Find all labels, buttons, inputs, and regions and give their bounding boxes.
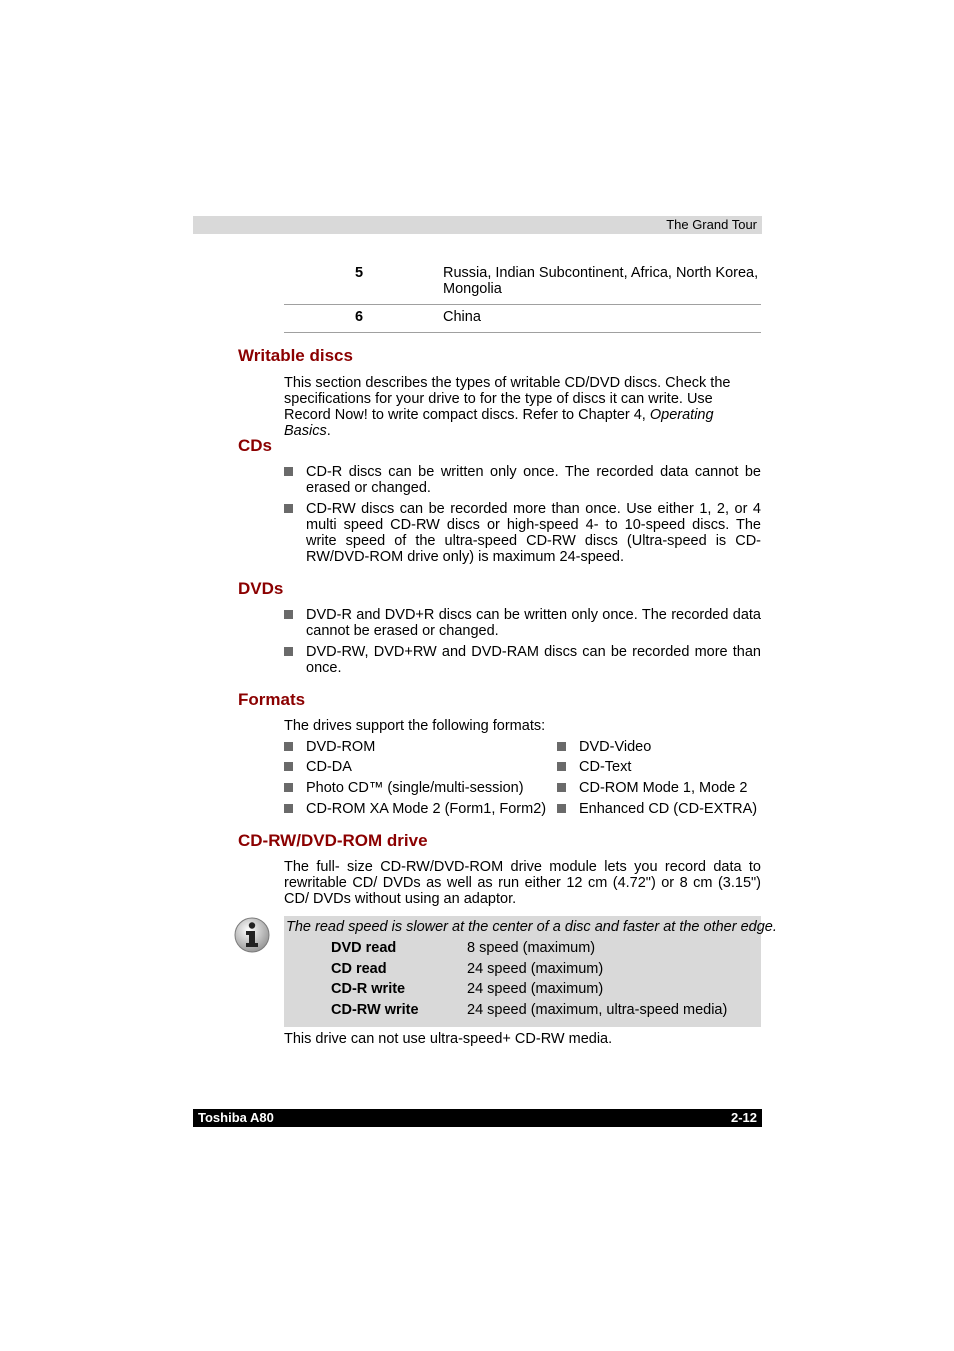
heading-formats: Formats <box>238 690 306 709</box>
list-item: Enhanced CD (CD-EXTRA) <box>557 801 757 817</box>
region-text: Russia, Indian Subcontinent, Africa, North Korea, Mongolia <box>443 265 759 297</box>
info-icon <box>233 916 271 954</box>
bullet-square-icon <box>284 804 293 813</box>
bullet-square-icon <box>557 762 566 771</box>
list-item: DVD-R and DVD+R discs can be written only once. The recorded data cannot be erased or changed. <box>284 607 761 639</box>
bullet-square-icon <box>284 467 293 476</box>
footer-bar <box>193 1109 762 1127</box>
footer-product: Toshiba A80 <box>198 1110 274 1125</box>
list-item: CD-ROM XA Mode 2 (Form1, Form2) <box>284 801 546 817</box>
table-row <box>284 305 761 333</box>
region-code: 5 <box>354 265 364 281</box>
heading-cds: CDs <box>238 436 273 455</box>
formats-intro: The drives support the following formats: <box>284 718 546 734</box>
after-note-paragraph: This drive can not use ultra-speed+ CD-RW media. <box>284 1031 613 1047</box>
writable-paragraph: This section describes the types of writable CD/DVD discs. Check the specifications for your drive to for the type of discs it can write. Use Record Now! to write compact discs. Refer to Chapter 4, Operating Basics. <box>284 375 731 439</box>
region-text: China <box>443 309 481 325</box>
bullet-square-icon <box>557 783 566 792</box>
bullet-square-icon <box>557 804 566 813</box>
list-item: DVD-Video <box>557 739 651 755</box>
region-table <box>284 257 761 333</box>
heading-drive: CD-RW/DVD-ROM drive <box>238 831 428 850</box>
header-title: The Grand Tour <box>666 217 757 232</box>
bullet-square-icon <box>284 742 293 751</box>
list-item: CD-Text <box>557 759 631 775</box>
list-item: CD-DA <box>284 759 352 775</box>
bullet-square-icon <box>284 504 293 513</box>
note-box: The read speed is slower at the center of a disc and faster at the other edge. DVD read 8 speed (maximum) CD read 24 speed (maximum) CD-R write 24 speed (maximum) CD-RW write 24 speed (maximum, ultra-speed media) <box>284 916 761 1027</box>
list-item: CD-ROM Mode 1, Mode 2 <box>557 780 747 796</box>
page-number: 2-12 <box>730 1110 757 1125</box>
note-intro: The read speed is slower at the center of a disc and faster at the other edge. <box>286 919 777 935</box>
list-item: CD-R discs can be written only once. The recorded data cannot be erased or changed. <box>284 464 761 496</box>
bullet-square-icon <box>557 742 566 751</box>
bullet-square-icon <box>284 783 293 792</box>
list-item: CD-RW discs can be recorded more than once. Use either 1, 2, or 4 multi speed CD-RW discs or high-speed 4- to 10-speed discs. The write speed of the ultra-speed CD-RW discs (Ultra-speed is CD-RW/DVD-ROM drive only) is maximum 24-speed. <box>284 501 761 565</box>
list-item: DVD-RW, DVD+RW and DVD-RAM discs can be recorded more than once. <box>284 644 761 676</box>
bullet-square-icon <box>284 610 293 619</box>
bullet-square-icon <box>284 762 293 771</box>
heading-writable-discs: Writable discs <box>238 346 353 365</box>
list-item: Photo CD™ (single/multi-session) <box>284 780 524 796</box>
table-row <box>284 257 761 305</box>
bullet-square-icon <box>284 647 293 656</box>
heading-dvds: DVDs <box>238 579 284 598</box>
header-bar <box>193 216 762 234</box>
list-item: DVD-ROM <box>284 739 375 755</box>
region-code: 6 <box>354 309 364 325</box>
drive-paragraph: The full- size CD-RW/DVD-ROM drive module lets you record data to rewritable CD/ DVDs as well as run either 12 cm (4.72") or 8 cm (3.15") CD/ DVDs without using an adaptor. <box>284 859 761 907</box>
